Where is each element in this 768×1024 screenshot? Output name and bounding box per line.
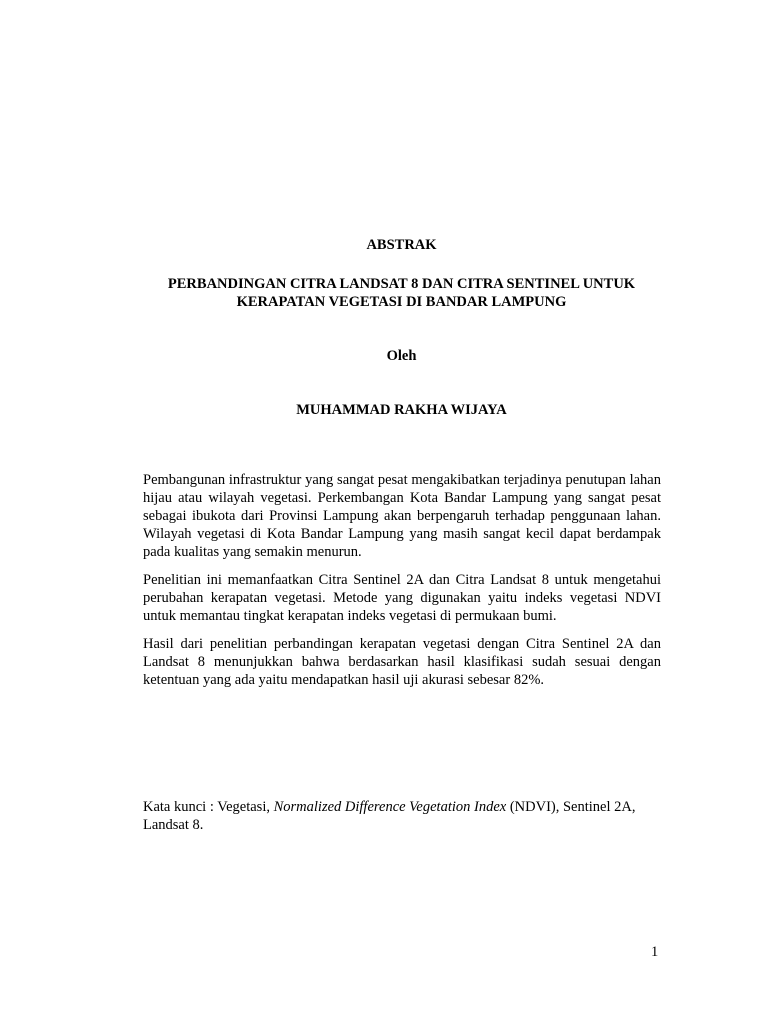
keywords-line-1 (143, 798, 661, 816)
abstract-heading: ABSTRAK (366, 237, 437, 253)
page-number: 1 (651, 944, 659, 960)
keywords-line-2: Landsat 8. (143, 817, 204, 833)
keywords-italic-term: Normalized Difference Vegetation Index (273, 799, 507, 815)
abstract-paragraph-3: Hasil dari penelitian perbandingan kerapatan vegetasi dengan Citra Sentinel 2A dan Landsat 8 menunjukkan bahwa berdasarkan hasil klasifikasi sudah sesuai dengan ketentuan yang ada yaitu mendapatkan hasil uji akurasi sebesar 82%. (143, 636, 661, 688)
abstract-paragraph-2: Penelitian ini memanfaatkan Citra Sentinel 2A dan Citra Landsat 8 untuk mengetahui perubahan kerapatan vegetasi. Metode yang digunakan yaitu indeks vegetasi NDVI untuk memantau tingkat kerapatan indeks vegetasi di permukaan bumi. (143, 572, 661, 624)
author-name: MUHAMMAD RAKHA WIJAYA (296, 402, 507, 418)
abstract-body (143, 471, 661, 699)
thesis-title-line-1: PERBANDINGAN CITRA LANDSAT 8 DAN CITRA SENTINEL UNTUK (167, 276, 636, 292)
keywords-rest-1: (NDVI), Sentinel 2A, (506, 799, 636, 815)
keywords-label: Kata kunci : Vegetasi, (143, 799, 274, 815)
keywords (143, 798, 661, 834)
abstract-paragraph-1: Pembangunan infrastruktur yang sangat pesat mengakibatkan terjadinya penutupan lahan hijau atau wilayah vegetasi. Perkembangan Kota Bandar Lampung yang sangat pesat sebagai ibukota dari Provinsi Lampung akan berpengaruh terhadap penggunaan lahan. Wilayah vegetasi di Kota Bandar Lampung yang masih sangat kecil dapat berdampak pada kualitas yang semakin menurun. (143, 472, 661, 560)
thesis-title-line-2: KERAPATAN VEGETASI DI BANDAR LAMPUNG (236, 294, 567, 310)
thesis-title (0, 275, 768, 311)
by-label: Oleh (386, 348, 417, 364)
